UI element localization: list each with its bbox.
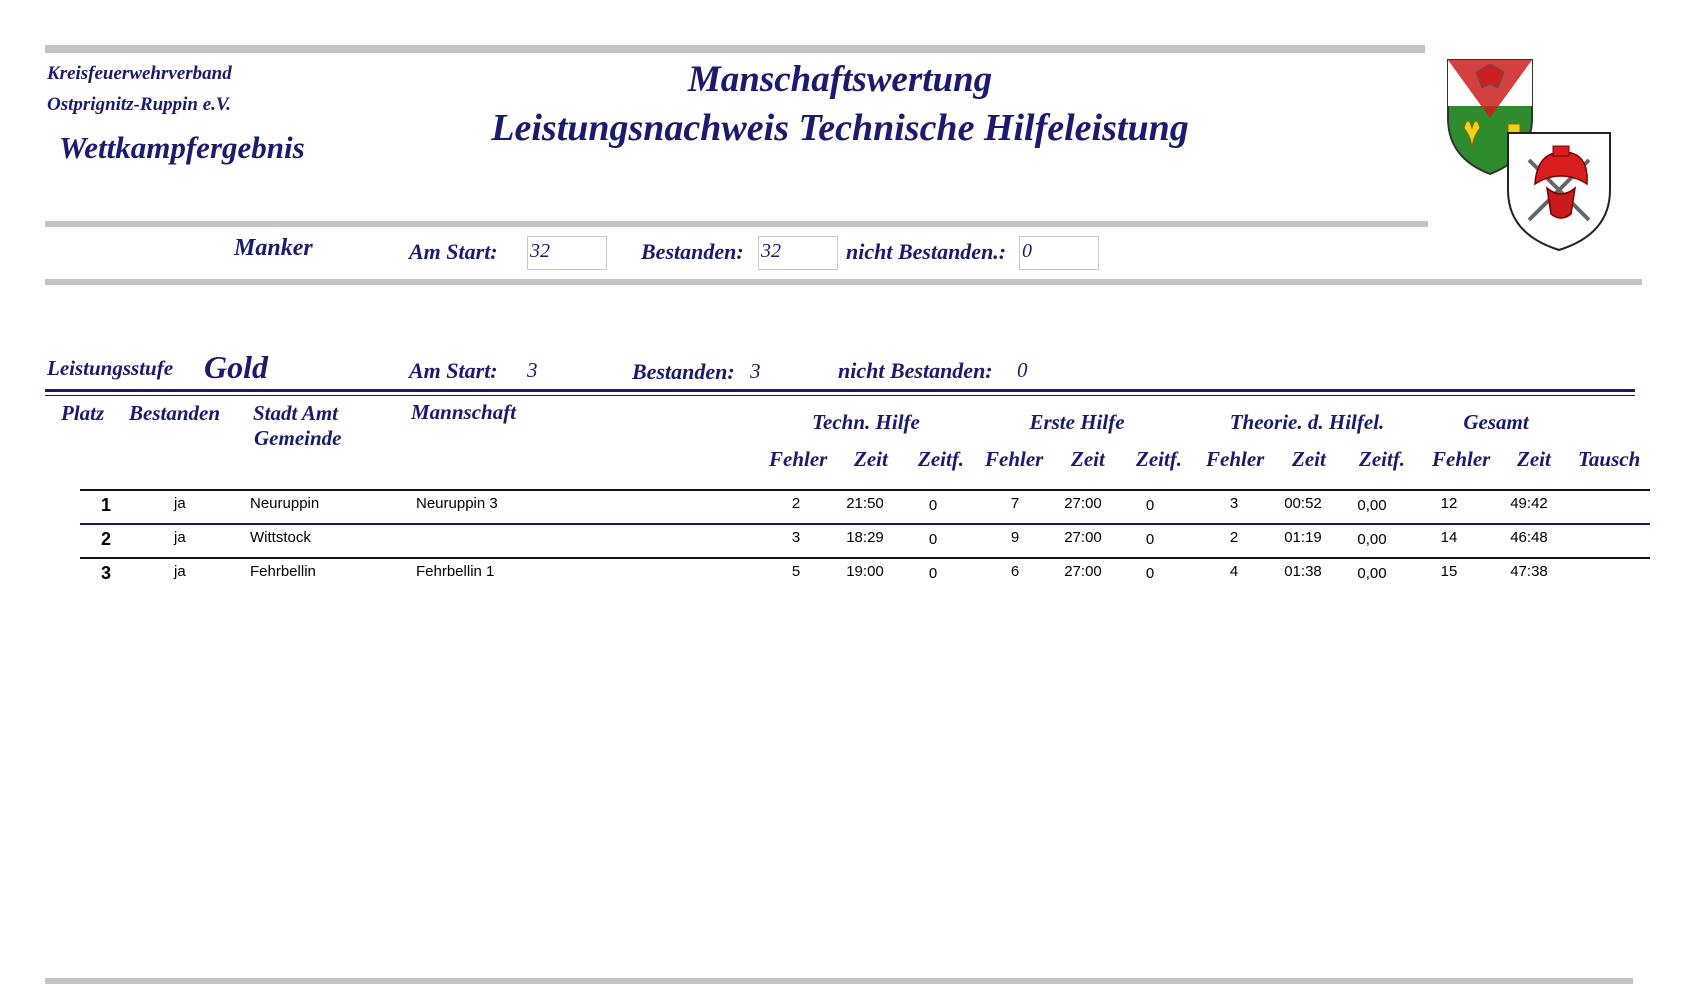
level-double-rule <box>45 389 1635 392</box>
row-separator-2 <box>80 557 1650 559</box>
row-th-fehler: 2 <box>791 495 801 512</box>
row-eh-zeitf: 0 <box>1145 565 1155 582</box>
row-mannschaft: Neuruppin 3 <box>416 495 498 512</box>
sub-tv-zeit: Zeit <box>1292 447 1326 471</box>
page-title-line1: Manschaftswertung <box>687 59 993 100</box>
row-th-zeitf: 0 <box>928 531 938 548</box>
level-label: Leistungsstufe <box>47 356 174 380</box>
row-g-zeit: 49:42 <box>1510 495 1548 512</box>
row-tv-zeitf: 0,00 <box>1357 497 1387 514</box>
row-tv-zeitf: 0,00 <box>1357 531 1387 548</box>
group-theorie: Theorie. d. Hilfel. <box>1229 410 1385 434</box>
page-title-line2: Leistungsnachweis Technische Hilfeleistung <box>491 107 1189 149</box>
col-mannschaft: Mannschaft <box>411 400 517 424</box>
col-stadt-line2: Gemeinde <box>254 426 342 450</box>
row-tv-fehler: 3 <box>1229 495 1239 512</box>
row-g-zeit: 46:48 <box>1510 529 1548 546</box>
footer-rule <box>45 978 1633 984</box>
sub-g-zeit: Zeit <box>1517 447 1551 471</box>
sub-eh-zeit: Zeit <box>1071 447 1105 471</box>
row-eh-zeit: 27:00 <box>1064 563 1102 580</box>
level-nicht-bestanden-value: 0 <box>1017 358 1028 382</box>
sub-tv-fehler: Fehler <box>1206 447 1265 471</box>
org-name-line2: Ostprignitz-Ruppin e.V. <box>47 94 231 115</box>
group-gesamt: Gesamt <box>1463 410 1529 434</box>
summary-nicht-bestanden-field[interactable]: 0 <box>1019 236 1099 270</box>
row-stadt: Neuruppin <box>250 495 320 512</box>
row-th-fehler: 5 <box>791 563 801 580</box>
row-bestanden: ja <box>174 563 186 580</box>
row-eh-zeit: 27:00 <box>1064 495 1102 512</box>
row-g-zeit: 47:38 <box>1510 563 1548 580</box>
row-eh-fehler: 9 <box>1010 529 1020 546</box>
summary-bottom-rule <box>45 279 1642 285</box>
sub-eh-fehler: Fehler <box>985 447 1044 471</box>
col-stadt-line1: Stadt Amt <box>253 401 338 425</box>
row-tv-fehler: 4 <box>1229 563 1239 580</box>
sub-tausch: Tausch <box>1578 447 1641 471</box>
row-g-fehler: 15 <box>1440 563 1458 580</box>
table-header-rule <box>80 489 1650 491</box>
col-bestanden: Bestanden <box>129 401 221 425</box>
level-am-start-label: Am Start: <box>409 358 498 383</box>
row-th-zeit: 21:50 <box>846 495 884 512</box>
level-am-start-value: 3 <box>527 358 538 382</box>
row-th-zeit: 19:00 <box>846 563 884 580</box>
row-eh-fehler: 7 <box>1010 495 1020 512</box>
row-eh-zeitf: 0 <box>1145 531 1155 548</box>
row-th-zeit: 18:29 <box>846 529 884 546</box>
col-platz: Platz <box>61 401 105 425</box>
summary-bestanden-field[interactable]: 32 <box>758 236 838 270</box>
level-double-rule-2 <box>45 395 1635 396</box>
summary-nicht-bestanden-label: nicht Bestanden.: <box>846 239 1007 264</box>
row-stadt: Wittstock <box>250 529 311 546</box>
row-g-fehler: 14 <box>1440 529 1458 546</box>
level-bestanden-value: 3 <box>750 359 761 383</box>
sub-tv-zeitf: Zeitf. <box>1359 447 1406 471</box>
row-stadt: Fehrbellin <box>250 563 316 580</box>
row-tv-zeit: 01:19 <box>1284 529 1322 546</box>
level-bestanden-label: Bestanden: <box>632 359 735 384</box>
row-th-fehler: 3 <box>791 529 801 546</box>
row-platz: 2 <box>100 529 111 549</box>
sub-th-zeit: Zeit <box>854 447 888 471</box>
summary-bestanden-label: Bestanden: <box>641 239 744 264</box>
sub-th-fehler: Fehler <box>769 447 828 471</box>
group-erste-hilfe: Erste Hilfe <box>1029 410 1125 434</box>
row-eh-fehler: 6 <box>1010 563 1020 580</box>
header-bottom-rule <box>45 221 1428 227</box>
row-tv-zeit: 01:38 <box>1284 563 1322 580</box>
row-platz: 3 <box>100 563 111 583</box>
row-separator-1 <box>80 523 1650 525</box>
row-tv-zeit: 00:52 <box>1284 495 1322 512</box>
row-tv-zeitf: 0,00 <box>1357 565 1387 582</box>
row-eh-zeitf: 0 <box>1145 497 1155 514</box>
location-name: Manker <box>234 235 313 261</box>
sub-g-fehler: Fehler <box>1432 447 1491 471</box>
org-name-line1: Kreisfeuerwehrverband <box>47 63 232 84</box>
row-mannschaft: Fehrbellin 1 <box>416 563 495 580</box>
row-th-zeitf: 0 <box>928 497 938 514</box>
group-techn-hilfe: Techn. Hilfe <box>812 410 920 434</box>
row-bestanden: ja <box>174 495 186 512</box>
sub-th-zeitf: Zeitf. <box>918 447 965 471</box>
level-nicht-bestanden-label: nicht Bestanden: <box>838 358 993 383</box>
fire-brigade-emblem-icon <box>1505 130 1613 252</box>
sub-eh-zeitf: Zeitf. <box>1136 447 1183 471</box>
level-value: Gold <box>204 349 268 385</box>
row-bestanden: ja <box>174 529 186 546</box>
summary-am-start-label: Am Start: <box>409 239 498 264</box>
row-platz: 1 <box>100 495 111 515</box>
row-g-fehler: 12 <box>1440 495 1458 512</box>
top-rule <box>45 45 1425 53</box>
row-tv-fehler: 2 <box>1229 529 1239 546</box>
row-th-zeitf: 0 <box>928 565 938 582</box>
page-subtitle: Wettkampfergebnis <box>59 130 305 165</box>
row-eh-zeit: 27:00 <box>1064 529 1102 546</box>
summary-am-start-field[interactable]: 32 <box>527 236 607 270</box>
